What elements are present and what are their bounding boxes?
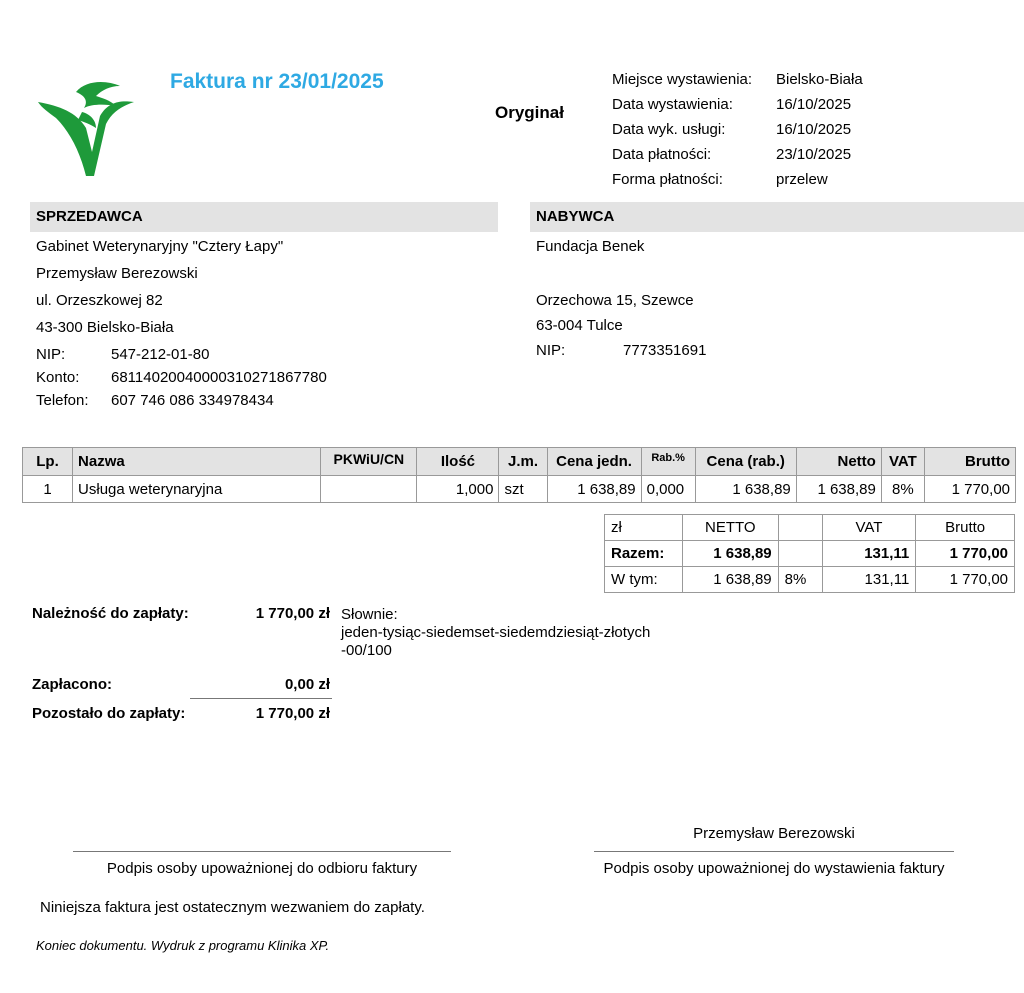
- totals-cell: Brutto: [916, 515, 1015, 541]
- col-header: Cena (rab.): [695, 448, 796, 476]
- issuer-name: Przemysław Berezowski: [693, 825, 855, 842]
- meta-label: Miejsce wystawienia:: [612, 71, 753, 88]
- meta-value: 16/10/2025: [776, 121, 852, 138]
- col-header: VAT: [881, 448, 924, 476]
- seller-nip-label: NIP:: [36, 346, 66, 363]
- totals-cell: W tym:: [605, 567, 683, 593]
- divider: [190, 698, 332, 699]
- paid-label: Zapłacono:: [32, 676, 113, 693]
- totals-cell: Razem:: [605, 541, 683, 567]
- totals-incl-row: [605, 567, 1015, 593]
- totals-sum-row: [605, 541, 1015, 567]
- totals-cell: 1 638,89: [682, 567, 778, 593]
- col-header: Cena jedn.: [547, 448, 641, 476]
- vet-logo: [30, 72, 142, 180]
- buyer-nip-label: NIP:: [536, 342, 566, 359]
- meta-value: przelew: [776, 171, 828, 188]
- seller-phone-label: Telefon:: [36, 392, 89, 409]
- seller-block: [36, 237, 327, 414]
- receiver-signature-caption: Podpis osoby upoważnionej do odbioru faktury: [106, 860, 418, 877]
- invoice-meta: [612, 70, 863, 195]
- seller-line: Gabinet Weterynaryjny "Cztery Łapy": [36, 238, 284, 255]
- meta-label: Data wyk. usługi:: [612, 121, 726, 138]
- payment-notice: Niniejsza faktura jest ostatecznym wezwaniem do zapłaty.: [40, 899, 425, 916]
- totals-cell: 1 638,89: [682, 541, 778, 567]
- seller-phone: 607 746 086 334978434: [111, 392, 274, 409]
- document-footer: Koniec dokumentu. Wydruk z programu Klinika XP.: [36, 938, 330, 953]
- remaining-amount: 1 770,00 zł: [255, 705, 330, 722]
- buyer-line: Orzechowa 15, Szewce: [536, 292, 694, 309]
- meta-label: Forma płatności:: [612, 171, 723, 188]
- seller-line: 43-300 Bielsko-Biała: [36, 319, 174, 336]
- totals-cell: zł: [605, 515, 683, 541]
- totals-cell: [778, 515, 822, 541]
- meta-value: 23/10/2025: [776, 146, 852, 163]
- seller-nip: 547-212-01-80: [111, 346, 210, 363]
- amount-in-words: [341, 606, 681, 660]
- cell-discounted-price: 1 638,89: [695, 476, 796, 503]
- words-line: jeden-tysiąc-siedemset-siedemdziesiąt-złotych: [341, 624, 651, 641]
- seller-account-label: Konto:: [36, 369, 80, 386]
- totals-cell: 8%: [778, 567, 822, 593]
- items-table: [22, 447, 1016, 503]
- receiver-signature-line: [73, 851, 451, 852]
- cell-pkwiu: [321, 476, 417, 503]
- col-header: Netto: [796, 448, 881, 476]
- meta-value: 16/10/2025: [776, 96, 852, 113]
- totals-cell: 1 770,00: [916, 567, 1015, 593]
- totals-cell: 1 770,00: [916, 541, 1015, 567]
- meta-value: Bielsko-Biała: [776, 71, 863, 88]
- issuer-signature-line: [594, 851, 954, 852]
- cell-discount: 0,000: [641, 476, 695, 503]
- cell-net: 1 638,89: [796, 476, 881, 503]
- amount-due-label: Należność do zapłaty:: [32, 605, 189, 622]
- meta-label: Data płatności:: [612, 146, 712, 163]
- seller-line: ul. Orzeszkowej 82: [36, 292, 163, 309]
- col-header: Ilość: [417, 448, 499, 476]
- totals-header-row: [605, 515, 1015, 541]
- invoice-title: Faktura nr 23/01/2025: [170, 70, 384, 93]
- totals-cell: 131,11: [822, 567, 916, 593]
- col-header: Rab.%: [641, 448, 695, 476]
- buyer-heading: NABYWCA: [530, 202, 1024, 232]
- seller-line: Przemysław Berezowski: [36, 265, 198, 282]
- items-header-row: [23, 448, 1016, 476]
- buyer-line: [536, 264, 706, 291]
- totals-cell: NETTO: [682, 515, 778, 541]
- seller-account: 68114020040000310271867780: [111, 369, 327, 386]
- col-header: PKWiU/CN: [321, 448, 417, 476]
- col-header: Nazwa: [73, 448, 321, 476]
- totals-cell: VAT: [822, 515, 916, 541]
- col-header: J.m.: [499, 448, 547, 476]
- col-header: Lp.: [23, 448, 73, 476]
- buyer-line: 63-004 Tulce: [536, 317, 623, 334]
- buyer-line: Fundacja Benek: [536, 238, 645, 255]
- paid-amount: 0,00 zł: [284, 676, 330, 693]
- meta-label: Data wystawienia:: [612, 96, 733, 113]
- buyer-nip: 7773351691: [623, 342, 707, 359]
- seller-heading: SPRZEDAWCA: [30, 202, 498, 232]
- cell-gross: 1 770,00: [924, 476, 1015, 503]
- amount-due: 1 770,00 zł: [255, 605, 330, 622]
- cell-name: Usługa weterynaryjna: [73, 476, 321, 503]
- cell-lp: 1: [23, 476, 73, 503]
- copy-label: Oryginał: [495, 103, 564, 122]
- totals-cell: 131,11: [822, 541, 916, 567]
- cell-vat: 8%: [881, 476, 924, 503]
- table-row: [23, 476, 1016, 503]
- cell-unit-price: 1 638,89: [547, 476, 641, 503]
- buyer-block: [536, 237, 706, 364]
- cell-qty: 1,000: [417, 476, 499, 503]
- words-line: -00/100: [341, 642, 392, 659]
- words-label: Słownie:: [341, 606, 398, 623]
- totals-cell: [778, 541, 822, 567]
- issuer-signature-caption: Podpis osoby upoważnionej do wystawienia faktury: [603, 860, 945, 877]
- cell-unit: szt: [499, 476, 547, 503]
- totals-table: [604, 514, 1015, 593]
- remaining-label: Pozostało do zapłaty:: [32, 705, 186, 722]
- col-header: Brutto: [924, 448, 1015, 476]
